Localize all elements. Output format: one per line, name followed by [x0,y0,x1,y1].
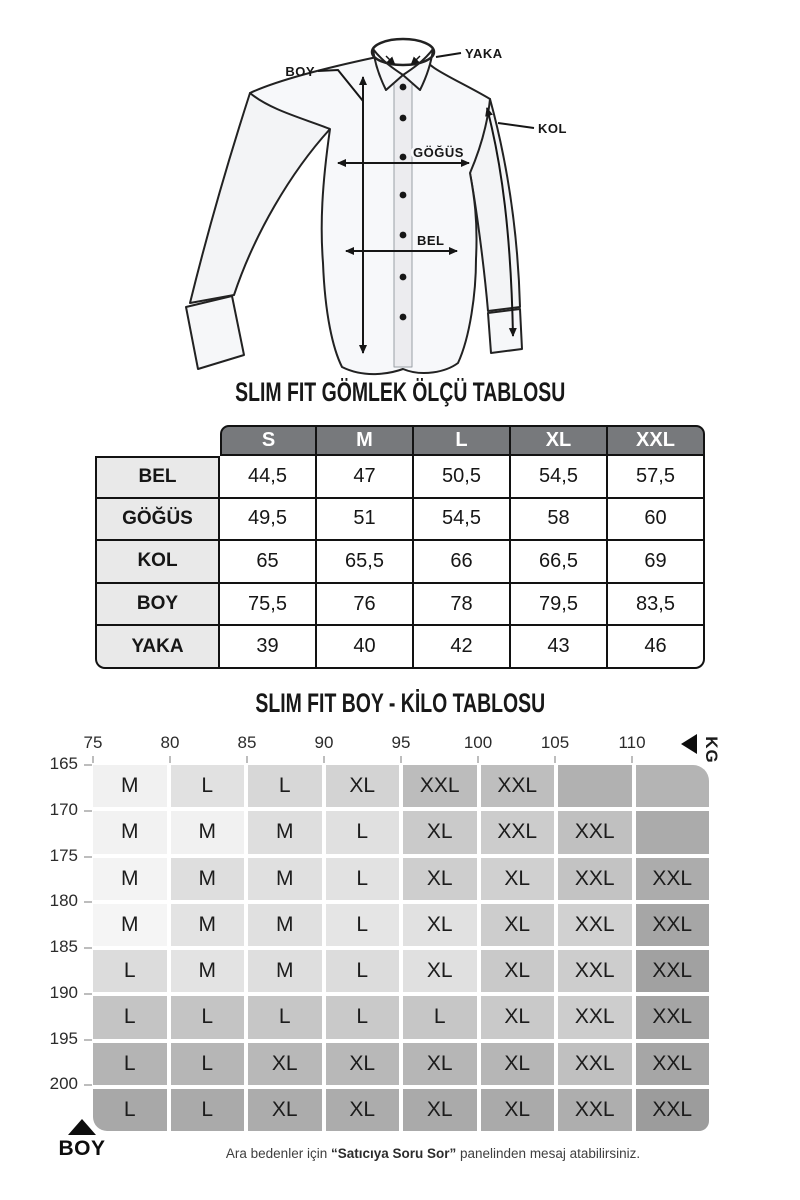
grid-cell-180-100: XL [481,904,555,946]
height-tick-label-190: 190 [49,982,78,1002]
size-col-header-m: M [317,425,414,456]
grid-cell-170-95: XL [403,811,477,853]
grid-cell-195-85: XL [248,1043,322,1085]
height-weight-title: SLIM FIT BOY - KİLO TABLOSU [255,688,545,718]
height-tick-mark [84,1084,92,1086]
kg-tick-mark [400,756,402,763]
collar-ellipse [372,39,434,65]
size-row-label-0: BEL [95,456,220,499]
size-value-yaka-s: 39 [220,626,317,669]
grid-cell-200-105: XXL [558,1089,632,1131]
kg-tick-mark [246,756,248,763]
footer-highlight: “Satıcıya Soru Sor” [330,1146,457,1161]
grid-cell-195-80: L [171,1043,245,1085]
grid-cell-165-100: XXL [481,765,555,807]
size-value-boy-l: 78 [414,584,511,627]
size-value-yaka-m: 40 [317,626,414,669]
kg-tick-mark [554,756,556,763]
size-value-bel-s: 44,5 [220,456,317,499]
kg-tick-label-90: 90 [314,733,334,752]
grid-cell-200-85: XL [248,1089,322,1131]
grid-cell-185-90: L [326,950,400,992]
grid-cell-180-85: M [248,904,322,946]
size-value-bel-xl: 54,5 [511,456,608,499]
height-axis [30,754,92,1131]
kg-tick-mark [631,756,633,763]
size-value-bel-xxl: 57,5 [608,456,705,499]
size-col-header-s: S [220,425,317,456]
grid-cell-170-90: L [326,811,400,853]
height-weight-grid [93,765,709,1131]
kg-tick-label-95: 95 [391,733,411,752]
grid-cell-190-80: L [171,996,245,1038]
yaka-pointer-line [436,53,461,57]
label-yaka: YAKA [465,46,503,61]
grid-cell-170-110 [636,811,710,853]
shirt-body [250,57,490,374]
grid-cell-185-105: XXL [558,950,632,992]
grid-cell-165-110 [636,765,710,807]
grid-cell-175-105: XXL [558,858,632,900]
height-tick-mark [84,810,92,812]
grid-cell-200-95: XL [403,1089,477,1131]
grid-cell-190-95: L [403,996,477,1038]
size-value-göğüs-s: 49,5 [220,499,317,542]
grid-cell-170-105: XXL [558,811,632,853]
size-row-label-2: KOL [95,541,220,584]
grid-cell-175-75: M [93,858,167,900]
grid-cell-185-100: XL [481,950,555,992]
grid-cell-180-105: XXL [558,904,632,946]
footer-suffix: panelinden mesaj atabilirsiniz. [456,1146,641,1161]
size-col-header-xxl: XXL [608,425,705,456]
kg-axis-marker [681,734,725,764]
grid-cell-195-90: XL [326,1043,400,1085]
size-value-göğüs-xxl: 60 [608,499,705,542]
kg-axis [83,733,709,765]
size-value-göğüs-m: 51 [317,499,414,542]
size-value-kol-s: 65 [220,541,317,584]
boy-axis-marker [48,1119,116,1161]
label-gogus: GÖĞÜS [413,145,464,160]
grid-cell-185-85: M [248,950,322,992]
kg-tick-label-85: 85 [237,733,257,752]
kg-tick-label-80: 80 [160,733,180,752]
grid-cell-165-105 [558,765,632,807]
grid-cell-170-85: M [248,811,322,853]
label-boy: BOY [285,64,315,79]
kg-tick-mark [323,756,325,763]
grid-cell-190-110: XXL [636,996,710,1038]
grid-cell-185-80: M [171,950,245,992]
grid-cell-185-110: XXL [636,950,710,992]
grid-cell-195-110: XXL [636,1043,710,1085]
grid-cell-200-75: L [93,1089,167,1131]
size-value-kol-m: 65,5 [317,541,414,584]
size-value-göğüs-xl: 58 [511,499,608,542]
grid-cell-185-75: L [93,950,167,992]
size-table-title: SLIM FIT GÖMLEK ÖLÇÜ TABLOSU [234,377,566,407]
grid-cell-185-95: XL [403,950,477,992]
size-value-kol-xl: 66,5 [511,541,608,584]
size-value-boy-s: 75,5 [220,584,317,627]
size-col-header-l: L [414,425,511,456]
grid-cell-165-75: M [93,765,167,807]
label-kol: KOL [538,121,567,136]
height-tick-label-200: 200 [49,1074,78,1094]
grid-cell-165-95: XXL [403,765,477,807]
size-table-header [220,425,705,456]
height-tick-label-195: 195 [49,1028,78,1048]
grid-cell-180-80: M [171,904,245,946]
height-tick-label-175: 175 [49,845,78,865]
grid-cell-190-75: L [93,996,167,1038]
size-value-boy-m: 76 [317,584,414,627]
size-value-yaka-l: 42 [414,626,511,669]
grid-cell-175-90: L [326,858,400,900]
kg-arrow-icon [681,734,697,754]
grid-cell-195-75: L [93,1043,167,1085]
boy-axis-label: BOY [58,1137,106,1160]
shirt-diagram [170,15,630,380]
grid-cell-190-105: XXL [558,996,632,1038]
size-value-kol-l: 66 [414,541,511,584]
shirt-left-cuff [186,296,244,369]
boy-arrow-icon [68,1119,96,1135]
grid-cell-190-90: L [326,996,400,1038]
size-table-body [95,456,705,669]
grid-cell-195-105: XXL [558,1043,632,1085]
kg-tick-mark [92,756,94,763]
grid-cell-200-100: XL [481,1089,555,1131]
grid-cell-180-95: XL [403,904,477,946]
size-row-label-1: GÖĞÜS [95,499,220,542]
grid-cell-165-90: XL [326,765,400,807]
size-value-boy-xxl: 83,5 [608,584,705,627]
kg-tick-label-100: 100 [463,733,493,752]
grid-cell-180-75: M [93,904,167,946]
size-col-header-xl: XL [511,425,608,456]
grid-cell-175-100: XL [481,858,555,900]
grid-cell-195-95: XL [403,1043,477,1085]
grid-cell-180-90: L [326,904,400,946]
grid-cell-190-85: L [248,996,322,1038]
kg-tick-label-75: 75 [83,733,103,752]
grid-cell-175-85: M [248,858,322,900]
size-value-kol-xxl: 69 [608,541,705,584]
height-tick-mark [84,1039,92,1041]
height-tick-label-165: 165 [49,754,78,773]
kg-tick-label-105: 105 [540,733,570,752]
grid-cell-165-85: L [248,765,322,807]
height-tick-mark [84,993,92,995]
height-tick-mark [84,947,92,949]
grid-cell-190-100: XL [481,996,555,1038]
grid-cell-175-95: XL [403,858,477,900]
grid-cell-170-100: XXL [481,811,555,853]
size-value-bel-m: 47 [317,456,414,499]
shirt-right-cuff [488,309,522,353]
grid-cell-200-80: L [171,1089,245,1131]
shirt-left-sleeve [190,93,330,303]
height-tick-mark [84,856,92,858]
size-row-label-4: YAKA [95,626,220,669]
size-value-göğüs-l: 54,5 [414,499,511,542]
height-tick-mark [84,901,92,903]
grid-cell-200-110: XXL [636,1089,710,1131]
footer-note [113,1146,753,1161]
grid-cell-180-110: XXL [636,904,710,946]
grid-cell-175-80: M [171,858,245,900]
grid-cell-200-90: XL [326,1089,400,1131]
kg-tick-label-110: 110 [618,733,646,752]
grid-cell-170-75: M [93,811,167,853]
size-row-label-3: BOY [95,584,220,627]
height-tick-label-180: 180 [49,891,78,911]
label-bel: BEL [417,233,445,248]
height-tick-label-170: 170 [49,799,78,819]
kol-pointer-line [498,123,534,128]
size-value-boy-xl: 79,5 [511,584,608,627]
size-value-yaka-xxl: 46 [608,626,705,669]
grid-cell-170-80: M [171,811,245,853]
kg-axis-label: KG [701,736,721,764]
size-value-bel-l: 50,5 [414,456,511,499]
footer-prefix: Ara bedenler için [225,1146,331,1161]
kg-tick-mark [169,756,171,763]
kg-tick-mark [477,756,479,763]
height-tick-mark [84,764,92,766]
size-table [95,425,705,669]
grid-cell-165-80: L [171,765,245,807]
grid-cell-175-110: XXL [636,858,710,900]
grid-cell-195-100: XL [481,1043,555,1085]
height-tick-label-185: 185 [49,937,78,956]
size-value-yaka-xl: 43 [511,626,608,669]
